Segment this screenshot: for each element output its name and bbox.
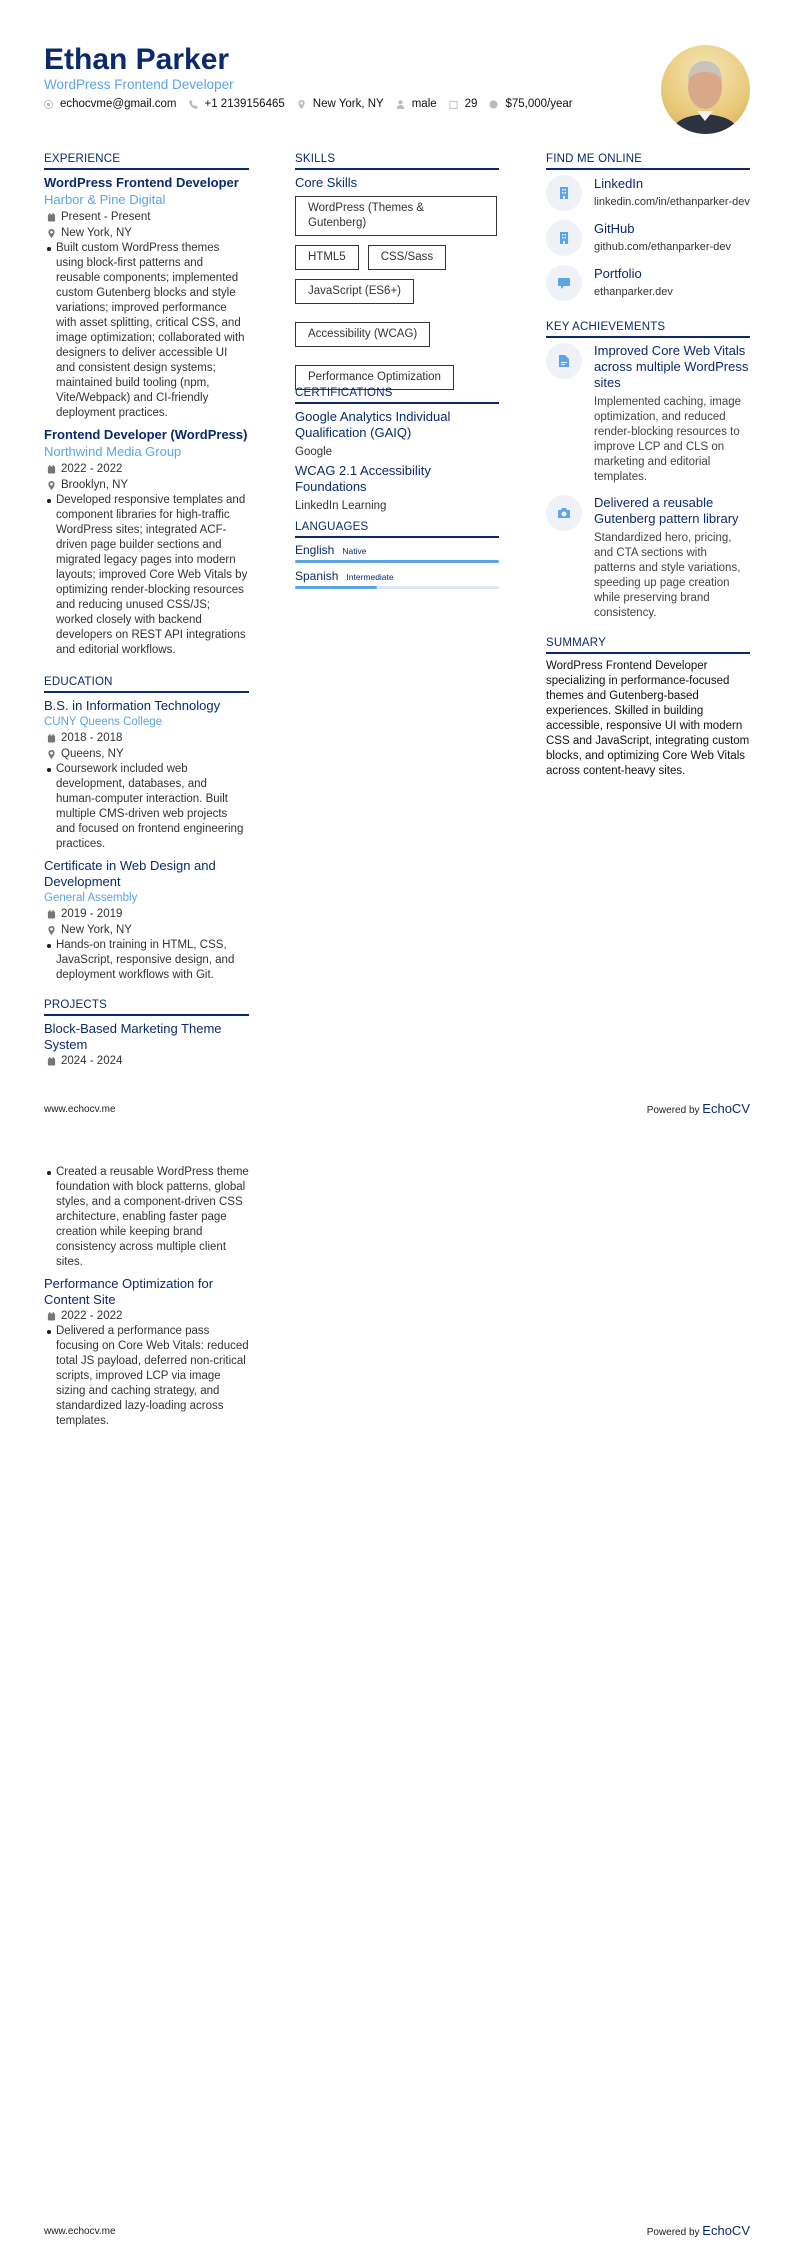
building-icon xyxy=(558,232,570,244)
job-dates: 2022 - 2022 xyxy=(44,461,249,477)
location-icon xyxy=(47,750,56,759)
project-title: Performance Optimization for Content Site xyxy=(44,1276,214,1307)
money-icon xyxy=(489,100,498,109)
document-icon xyxy=(558,355,570,367)
edu-location: Queens, NY xyxy=(44,746,249,762)
calendar-icon xyxy=(47,213,56,222)
education-item xyxy=(44,858,249,983)
skill-chip: HTML5 xyxy=(295,245,359,270)
contact-location: New York, NY xyxy=(297,97,384,112)
degree-title: B.S. in Information Technology xyxy=(44,698,221,713)
at-icon xyxy=(44,100,53,109)
cert-issuer: LinkedIn Learning xyxy=(295,500,387,512)
footer-brand: EchoCV xyxy=(702,2223,750,2238)
candidate-role: WordPress Frontend Developer xyxy=(44,77,234,92)
online-item-linkedin[interactable]: LinkedIn linkedin.com/in/ethanparker-dev xyxy=(546,175,750,212)
job-location: Brooklyn, NY xyxy=(44,477,249,493)
project-dates: 2024 - 2024 xyxy=(44,1053,249,1069)
job-bullet: Built custom WordPress themes using block-first patterns and reusable components; implemented custom Gutenberg blocks and style variations; improved performance with asset splitting, critical CSS, and image optimization; collaborated with designers to deliver accessible UI and consistent design systems; maintained build tooling (npm, Vite/Webpack) and CI-friendly deployment practices. xyxy=(44,241,249,421)
skill-group-title: Core Skills xyxy=(295,175,358,190)
education-section xyxy=(44,675,249,989)
projects-continued xyxy=(44,1165,249,1429)
section-header-summary: SUMMARY xyxy=(546,636,750,654)
candidate-name: Ethan Parker xyxy=(44,43,230,76)
experience-section xyxy=(44,152,249,664)
footer-site-link[interactable]: www.echocv.me xyxy=(44,1104,116,1115)
job-bullet: Developed responsive templates and component libraries for high-traffic WordPress sites; integrated ACF-driven page builder sections and migrated legacy pages into modern layouts; improved Core Web Vitals by optimizing render-blocking resources and reducing unused CSS/JS; worked closely with backend developers on REST API integrations and editorial workflows. xyxy=(44,493,249,658)
footer-powered: Powered by EchoCV xyxy=(646,2223,750,2238)
job-dates: Present - Present xyxy=(44,209,249,225)
project-bullet: Delivered a performance pass focusing on Core Web Vitals: reduced total JS payload, deferred non-critical scripts, improved LCP via image sizing and caching strategy, and standardized lazy-loading across templates. xyxy=(44,1324,249,1429)
section-header-experience: EXPERIENCE xyxy=(44,152,249,170)
online-section xyxy=(546,152,750,310)
skill-chip: WordPress (Themes & Gutenberg) xyxy=(295,196,497,236)
certifications-section xyxy=(295,386,499,517)
section-header-languages: LANGUAGES xyxy=(295,520,499,538)
education-item xyxy=(44,698,249,852)
online-url[interactable]: ethanparker.dev xyxy=(594,286,673,298)
profile-photo xyxy=(661,45,750,134)
contact-phone[interactable]: +1 2139156465 xyxy=(189,97,285,112)
company-name: Harbor & Pine Digital xyxy=(44,192,166,207)
contact-salary: $75,000/year xyxy=(489,97,572,112)
project-title: Block-Based Marketing Theme System xyxy=(44,1021,222,1052)
location-icon xyxy=(47,481,56,490)
footer-powered: Powered by EchoCV xyxy=(646,1101,750,1116)
edu-dates: 2019 - 2019 xyxy=(44,906,249,922)
degree-title: Certificate in Web Design and Development xyxy=(44,858,216,889)
cert-name: Google Analytics Individual Qualification (GAIQ) xyxy=(295,409,451,440)
section-header-achievements: KEY ACHIEVEMENTS xyxy=(546,320,750,338)
edu-bullet: Coursework included web development, databases, and human-computer interaction. Built multiple CMS-driven web projects and focused on frontend engineering practices. xyxy=(44,762,249,852)
language-bar xyxy=(295,560,499,563)
edu-location: New York, NY xyxy=(44,922,249,938)
language-item: Spanish Intermediate xyxy=(295,569,394,583)
calendar-icon xyxy=(47,465,56,474)
skills-section xyxy=(295,152,499,390)
online-url[interactable]: github.com/ethanparker-dev xyxy=(594,241,731,253)
job-title: Frontend Developer (WordPress) xyxy=(44,427,248,442)
calendar-icon xyxy=(47,734,56,743)
language-bar-fill xyxy=(295,560,499,563)
calendar-icon xyxy=(47,1057,56,1066)
language-bar xyxy=(295,586,499,589)
experience-item xyxy=(44,427,249,658)
section-header-education: EDUCATION xyxy=(44,675,249,693)
calendar-icon xyxy=(47,910,56,919)
online-item-portfolio[interactable]: Portfolio ethanparker.dev xyxy=(546,265,750,302)
achievements-section xyxy=(546,320,750,629)
footer-brand: EchoCV xyxy=(702,1101,750,1116)
person-icon xyxy=(396,100,405,109)
footer-site-link[interactable]: www.echocv.me xyxy=(44,2226,116,2237)
language-bar-fill xyxy=(295,586,377,589)
phone-icon xyxy=(189,100,198,109)
contact-age: 29 xyxy=(449,97,478,112)
summary-text: WordPress Frontend Developer specializing in performance-focused themes and Gutenberg-based experiences. Skilled in building accessible, responsive UI with modern CSS and JavaScript, integrating custom blocks, and optimizing Core Web Vitals across content-heavy sites. xyxy=(546,660,750,777)
calendar-icon xyxy=(449,100,458,109)
online-url[interactable]: linkedin.com/in/ethanparker-dev xyxy=(594,196,750,208)
online-item-github[interactable]: GitHub github.com/ethanparker-dev xyxy=(546,220,750,257)
section-header-online: FIND ME ONLINE xyxy=(546,152,750,170)
achievement-item: Improved Core Web Vitals across multiple WordPress sites Implemented caching, image optimization, and reduced render-blocking resources to improve LCP and CLS on marketing and editorial templates. xyxy=(546,343,750,485)
project-bullet: Created a reusable WordPress theme foundation with block patterns, global styles, and a component-driven CSS architecture, enabling faster page creation while keeping brand consistency across multiple client sites. xyxy=(44,1165,249,1270)
job-title: WordPress Frontend Developer xyxy=(44,175,239,190)
summary-section xyxy=(546,636,750,779)
company-name: Northwind Media Group xyxy=(44,444,182,459)
skill-chip: Accessibility (WCAG) xyxy=(295,322,430,347)
building-icon xyxy=(558,187,570,199)
skill-chips xyxy=(295,196,499,390)
location-icon xyxy=(47,926,56,935)
experience-item xyxy=(44,175,249,421)
school-name: CUNY Queens College xyxy=(44,716,163,728)
skill-chip: JavaScript (ES6+) xyxy=(295,279,414,304)
section-header-skills: SKILLS xyxy=(295,152,499,170)
cert-issuer: Google xyxy=(295,446,333,458)
location-icon xyxy=(47,229,56,238)
camera-icon xyxy=(558,507,570,519)
chat-icon xyxy=(558,277,570,289)
language-item: English Native xyxy=(295,543,367,557)
job-location: New York, NY xyxy=(44,225,249,241)
calendar-icon xyxy=(47,1312,56,1321)
edu-dates: 2018 - 2018 xyxy=(44,730,249,746)
skill-chip: Performance Optimization xyxy=(295,365,454,390)
location-icon xyxy=(297,100,306,109)
achievement-item: Delivered a reusable Gutenberg pattern library Standardized hero, pricing, and CTA sections with patterns and style variations, speeding up page creation while preserving brand consistency. xyxy=(546,495,750,621)
school-name: General Assembly xyxy=(44,892,138,904)
project-dates: 2022 - 2022 xyxy=(44,1308,249,1324)
cert-name: WCAG 2.1 Accessibility Foundations xyxy=(295,463,431,494)
edu-bullet: Hands-on training in HTML, CSS, JavaScript, responsive design, and deployment workflows with Git. xyxy=(44,938,249,983)
contact-gender: male xyxy=(396,97,437,112)
section-header-projects: PROJECTS xyxy=(44,998,249,1016)
skill-chip: CSS/Sass xyxy=(368,245,446,270)
languages-section xyxy=(295,520,499,595)
contact-row xyxy=(44,97,585,112)
section-header-certifications: CERTIFICATIONS xyxy=(295,386,499,404)
projects-section xyxy=(44,998,249,1069)
contact-email[interactable]: echocvme@gmail.com xyxy=(44,97,177,112)
